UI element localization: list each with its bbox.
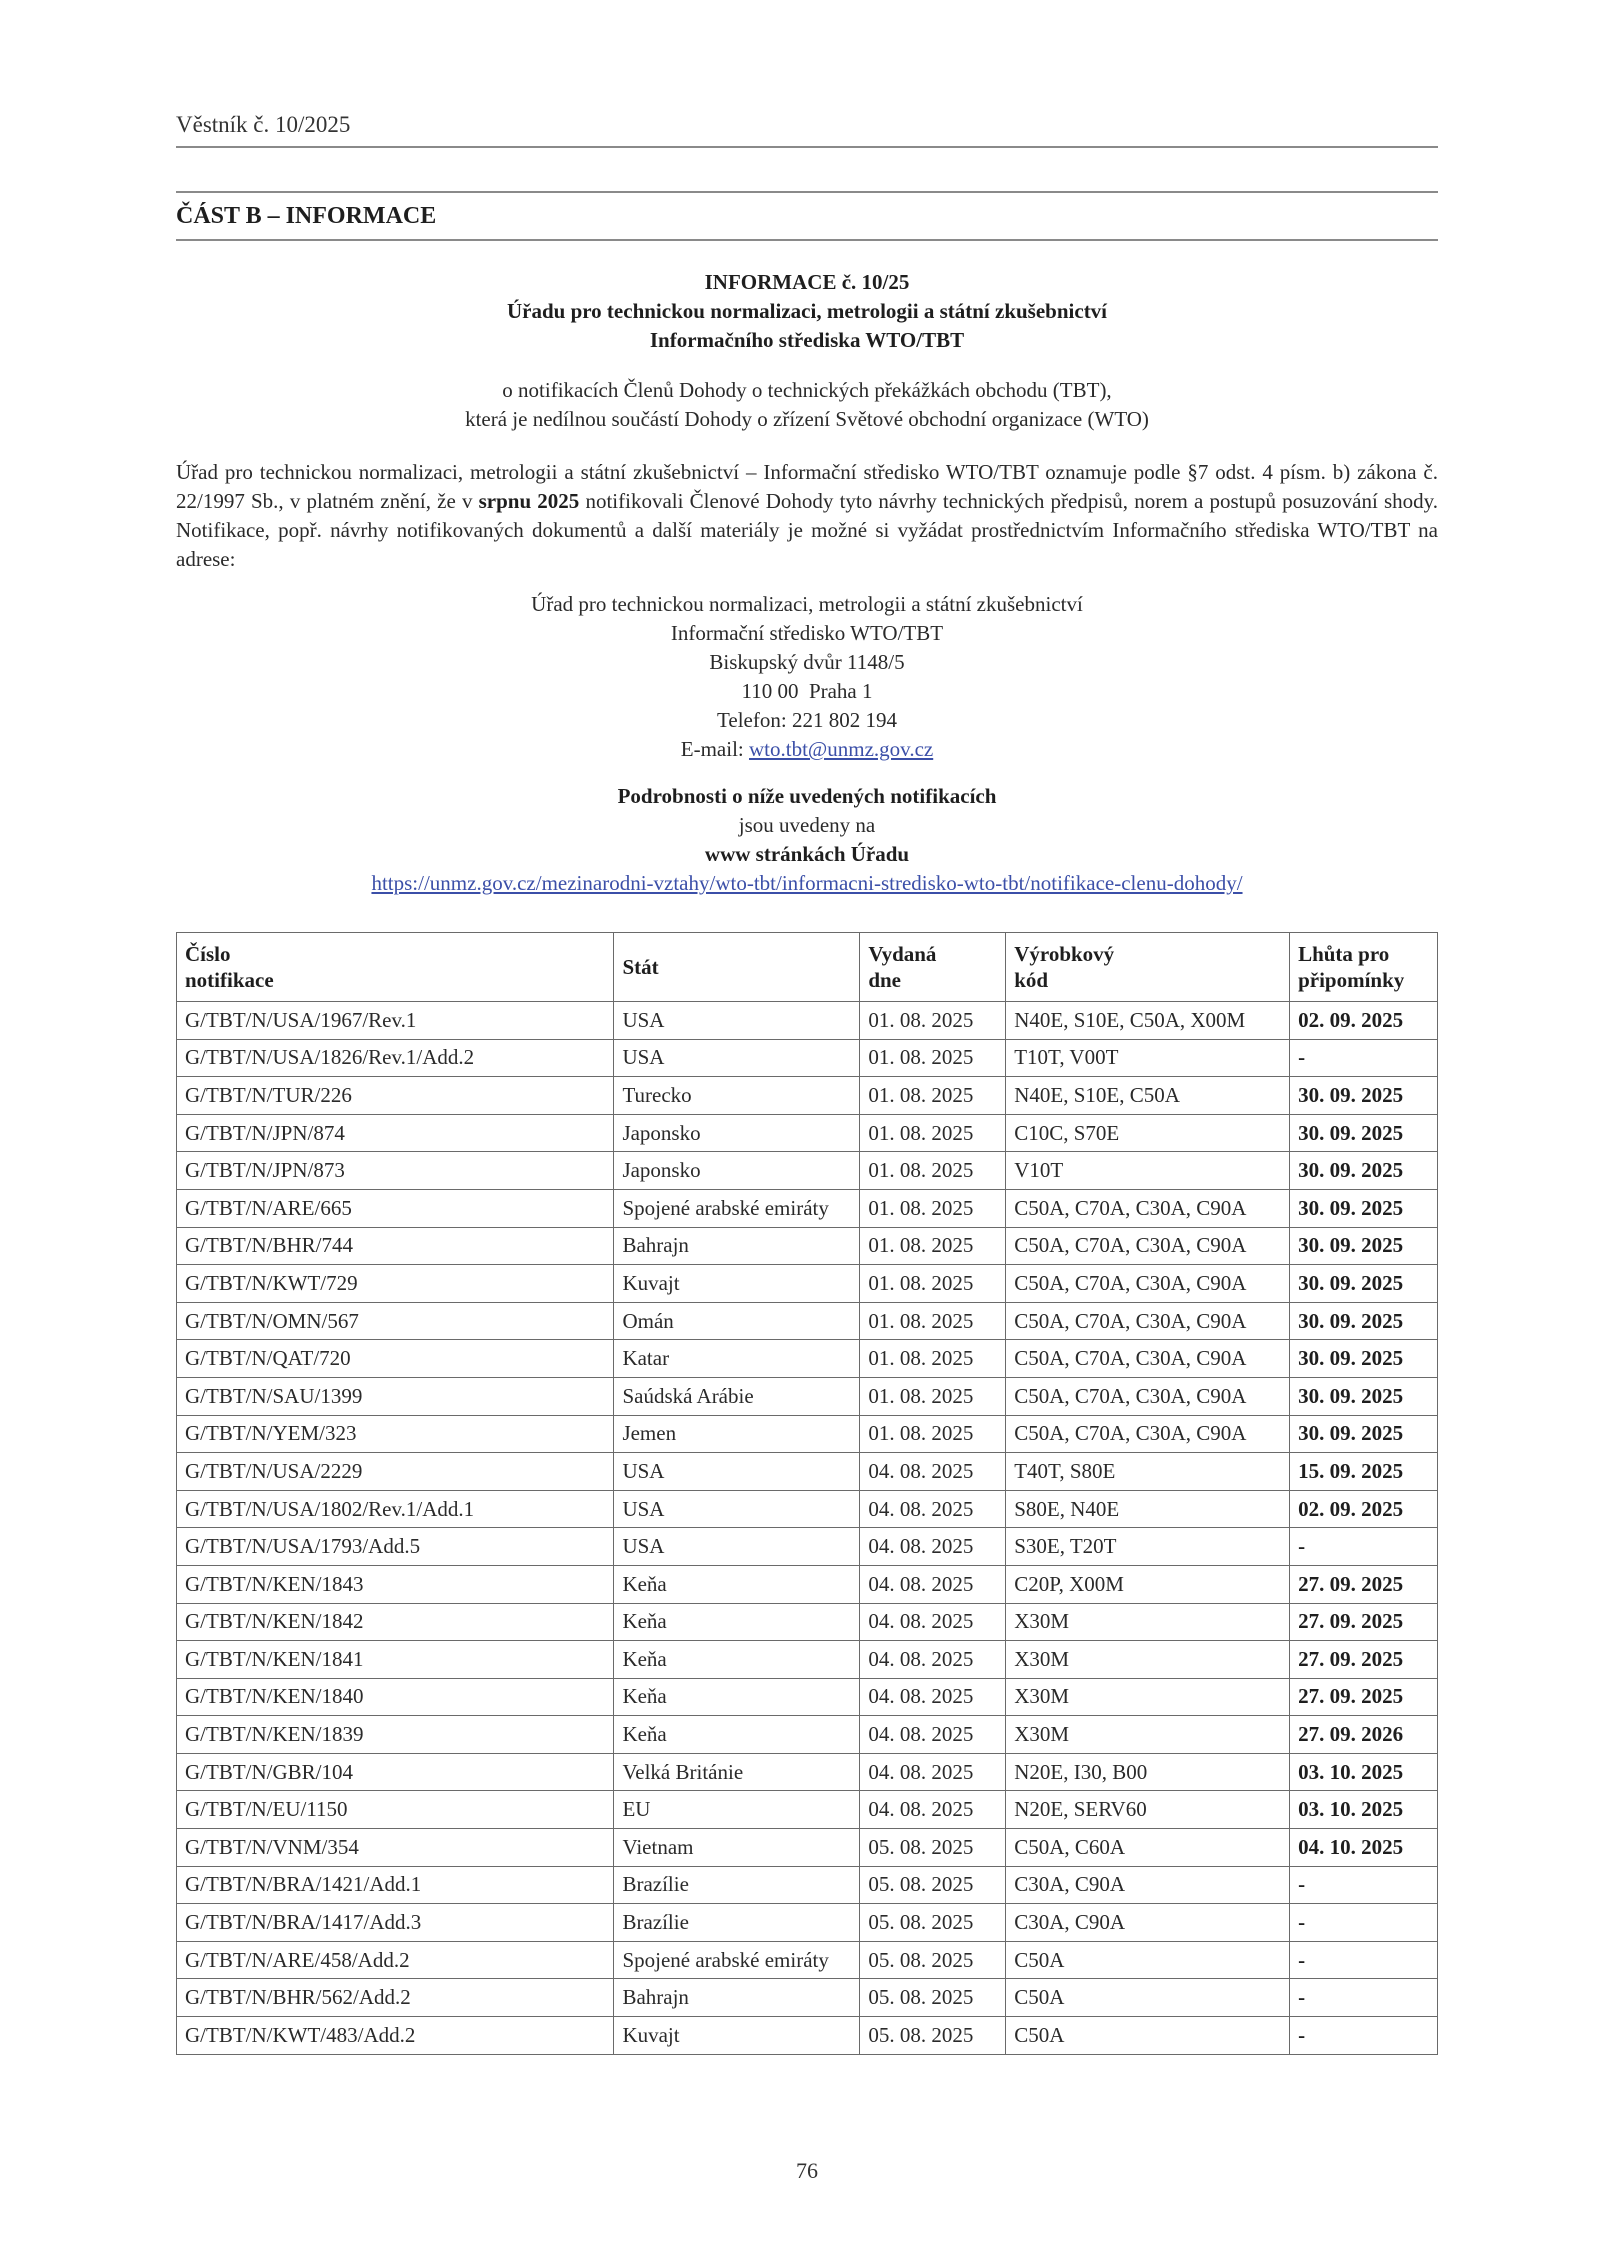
header-comment-deadline: Lhůta pro připomínky [1290, 933, 1438, 1002]
cell-comment-deadline: - [1290, 1528, 1438, 1566]
cell-country: Spojené arabské emiráty [614, 1941, 860, 1979]
table-row [177, 1377, 1438, 1415]
table-row [177, 1152, 1438, 1190]
cell-country: Japonsko [614, 1152, 860, 1190]
cell-notification-number: G/TBT/N/BRA/1421/Add.1 [177, 1866, 614, 1904]
cell-issued-date: 04. 08. 2025 [860, 1678, 1006, 1716]
cell-comment-deadline: 30. 09. 2025 [1290, 1265, 1438, 1303]
cell-notification-number: G/TBT/N/QAT/720 [177, 1340, 614, 1378]
address-email-row [176, 735, 1438, 764]
cell-notification-number: G/TBT/N/KEN/1841 [177, 1641, 614, 1679]
cell-issued-date: 04. 08. 2025 [860, 1453, 1006, 1491]
cell-issued-date: 01. 08. 2025 [860, 1077, 1006, 1115]
cell-issued-date: 04. 08. 2025 [860, 1603, 1006, 1641]
table-row [177, 2017, 1438, 2055]
cell-comment-deadline: 30. 09. 2025 [1290, 1077, 1438, 1115]
cell-comment-deadline: - [1290, 2017, 1438, 2055]
table-row [177, 1265, 1438, 1303]
cell-comment-deadline: 30. 09. 2025 [1290, 1415, 1438, 1453]
cell-country: Keňa [614, 1565, 860, 1603]
details-line-2: jsou uvedeny na [738, 813, 876, 837]
cell-country: Brazílie [614, 1866, 860, 1904]
address-block [176, 590, 1438, 764]
cell-comment-deadline: 30. 09. 2025 [1290, 1302, 1438, 1340]
cell-comment-deadline: 02. 09. 2025 [1290, 1490, 1438, 1528]
cell-comment-deadline: 27. 09. 2025 [1290, 1603, 1438, 1641]
table-row [177, 1490, 1438, 1528]
cell-notification-number: G/TBT/N/BHR/744 [177, 1227, 614, 1265]
cell-comment-deadline: - [1290, 1039, 1438, 1077]
address-line-4: 110 00 Praha 1 [741, 679, 873, 703]
intro-text-1: Úřad pro technickou normalizaci, metrologii a státní zkušebnictví – Informační středisko WTO/TBT oznamuje podle §7 odst. 4 písm. b) zákona č. 22/1997 Sb., v platném znění, že v [176, 460, 1438, 513]
details-line-3: www stránkách Úřadu [704, 842, 910, 866]
cell-issued-date: 01. 08. 2025 [860, 1340, 1006, 1378]
details-block [176, 782, 1438, 898]
header-country: Stát [614, 933, 860, 1002]
cell-issued-date: 01. 08. 2025 [860, 1114, 1006, 1152]
cell-notification-number: G/TBT/N/EU/1150 [177, 1791, 614, 1829]
cell-country: Japonsko [614, 1114, 860, 1152]
cell-product-code: S80E, N40E [1006, 1490, 1290, 1528]
section-divider-top [176, 191, 1438, 193]
cell-country: Spojené arabské emiráty [614, 1189, 860, 1227]
cell-product-code: C20P, X00M [1006, 1565, 1290, 1603]
table-row [177, 1002, 1438, 1040]
cell-product-code: N20E, I30, B00 [1006, 1753, 1290, 1791]
cell-comment-deadline: - [1290, 1941, 1438, 1979]
notifications-table [176, 932, 1438, 2055]
cell-notification-number: G/TBT/N/SAU/1399 [177, 1377, 614, 1415]
subheading-line-1: o notifikacích Členů Dohody o technických překážkách obchodu (TBT), [502, 378, 1112, 402]
cell-notification-number: G/TBT/N/KWT/483/Add.2 [177, 2017, 614, 2055]
cell-country: Vietnam [614, 1829, 860, 1867]
cell-country: Brazílie [614, 1904, 860, 1942]
table-row [177, 1904, 1438, 1942]
table-row [177, 1415, 1438, 1453]
cell-comment-deadline: 04. 10. 2025 [1290, 1829, 1438, 1867]
cell-country: Omán [614, 1302, 860, 1340]
cell-comment-deadline: 27. 09. 2025 [1290, 1565, 1438, 1603]
table-row [177, 1077, 1438, 1115]
cell-product-code: N40E, S10E, C50A [1006, 1077, 1290, 1115]
cell-product-code: C50A, C70A, C30A, C90A [1006, 1265, 1290, 1303]
cell-country: USA [614, 1453, 860, 1491]
cell-product-code: C50A, C70A, C30A, C90A [1006, 1340, 1290, 1378]
table-row [177, 1565, 1438, 1603]
cell-issued-date: 01. 08. 2025 [860, 1377, 1006, 1415]
table-row [177, 1641, 1438, 1679]
cell-country: USA [614, 1528, 860, 1566]
cell-comment-deadline: 27. 09. 2026 [1290, 1716, 1438, 1754]
address-phone: Telefon: 221 802 194 [717, 708, 897, 732]
cell-notification-number: G/TBT/N/KEN/1843 [177, 1565, 614, 1603]
cell-comment-deadline: 30. 09. 2025 [1290, 1377, 1438, 1415]
cell-country: Kuvajt [614, 2017, 860, 2055]
heading-line-2: Úřadu pro technickou normalizaci, metrologii a státní zkušebnictví [506, 299, 1108, 323]
cell-issued-date: 04. 08. 2025 [860, 1565, 1006, 1603]
table-row [177, 1114, 1438, 1152]
table-row [177, 1678, 1438, 1716]
cell-notification-number: G/TBT/N/YEM/323 [177, 1415, 614, 1453]
cell-product-code: C50A [1006, 2017, 1290, 2055]
cell-product-code: C50A [1006, 1941, 1290, 1979]
cell-issued-date: 04. 08. 2025 [860, 1753, 1006, 1791]
document-subheading [176, 376, 1438, 434]
header-issued-date: Vydaná dne [860, 933, 1006, 1002]
cell-notification-number: G/TBT/N/USA/1967/Rev.1 [177, 1002, 614, 1040]
cell-country: Keňa [614, 1603, 860, 1641]
email-label: E-mail: [680, 737, 750, 761]
table-row [177, 1340, 1438, 1378]
address-line-3: Biskupský dvůr 1148/5 [709, 650, 905, 674]
cell-issued-date: 01. 08. 2025 [860, 1302, 1006, 1340]
cell-product-code: X30M [1006, 1641, 1290, 1679]
cell-notification-number: G/TBT/N/ARE/458/Add.2 [177, 1941, 614, 1979]
page-number: 76 [796, 2158, 818, 2183]
cell-product-code: N40E, S10E, C50A, X00M [1006, 1002, 1290, 1040]
cell-country: EU [614, 1791, 860, 1829]
cell-comment-deadline: 02. 09. 2025 [1290, 1002, 1438, 1040]
cell-issued-date: 04. 08. 2025 [860, 1641, 1006, 1679]
table-row [177, 1227, 1438, 1265]
cell-comment-deadline: 03. 10. 2025 [1290, 1753, 1438, 1791]
cell-comment-deadline: 03. 10. 2025 [1290, 1791, 1438, 1829]
cell-country: Bahrajn [614, 1227, 860, 1265]
cell-country: Jemen [614, 1415, 860, 1453]
details-url-link[interactable]: https://unmz.gov.cz/mezinarodni-vztahy/wto-tbt/informacni-stredisko-wto-tbt/notifikace-clenu-dohody/ [371, 871, 1243, 895]
header-product-code: Výrobkový kód [1006, 933, 1290, 1002]
cell-country: Turecko [614, 1077, 860, 1115]
cell-issued-date: 04. 08. 2025 [860, 1716, 1006, 1754]
cell-country: Keňa [614, 1678, 860, 1716]
cell-comment-deadline: 30. 09. 2025 [1290, 1189, 1438, 1227]
cell-issued-date: 04. 08. 2025 [860, 1490, 1006, 1528]
cell-product-code: C30A, C90A [1006, 1904, 1290, 1942]
cell-comment-deadline: - [1290, 1979, 1438, 2017]
table-row [177, 1453, 1438, 1491]
cell-notification-number: G/TBT/N/BHR/562/Add.2 [177, 1979, 614, 2017]
table-row [177, 1716, 1438, 1754]
table-row [177, 1941, 1438, 1979]
table-body [177, 1002, 1438, 2055]
cell-issued-date: 01. 08. 2025 [860, 1002, 1006, 1040]
cell-issued-date: 01. 08. 2025 [860, 1415, 1006, 1453]
address-line-2: Informační středisko WTO/TBT [670, 621, 944, 645]
cell-notification-number: G/TBT/N/BRA/1417/Add.3 [177, 1904, 614, 1942]
cell-product-code: V10T [1006, 1152, 1290, 1190]
email-link[interactable]: wto.tbt@unmz.gov.cz [749, 737, 934, 761]
cell-country: Keňa [614, 1641, 860, 1679]
cell-issued-date: 05. 08. 2025 [860, 1829, 1006, 1867]
cell-notification-number: G/TBT/N/USA/1793/Add.5 [177, 1528, 614, 1566]
table-row [177, 1302, 1438, 1340]
cell-comment-deadline: - [1290, 1904, 1438, 1942]
cell-product-code: C50A, C70A, C30A, C90A [1006, 1415, 1290, 1453]
cell-issued-date: 01. 08. 2025 [860, 1039, 1006, 1077]
cell-notification-number: G/TBT/N/KEN/1840 [177, 1678, 614, 1716]
cell-comment-deadline: 30. 09. 2025 [1290, 1227, 1438, 1265]
address-line-1: Úřad pro technickou normalizaci, metrologii a státní zkušebnictví [531, 592, 1083, 616]
cell-notification-number: G/TBT/N/TUR/226 [177, 1077, 614, 1115]
table-row [177, 1753, 1438, 1791]
cell-comment-deadline: - [1290, 1866, 1438, 1904]
cell-country: Kuvajt [614, 1265, 860, 1303]
cell-country: Keňa [614, 1716, 860, 1754]
cell-product-code: X30M [1006, 1678, 1290, 1716]
cell-comment-deadline: 27. 09. 2025 [1290, 1641, 1438, 1679]
cell-country: Katar [614, 1340, 860, 1378]
cell-product-code: C50A [1006, 1979, 1290, 2017]
section-title: ČÁST B – INFORMACE [176, 203, 437, 229]
cell-product-code: X30M [1006, 1716, 1290, 1754]
heading-line-1: INFORMACE č. 10/25 [704, 270, 910, 294]
cell-comment-deadline: 15. 09. 2025 [1290, 1453, 1438, 1491]
intro-bold-month: srpnu 2025 [478, 489, 580, 513]
cell-product-code: C50A, C70A, C30A, C90A [1006, 1302, 1290, 1340]
cell-notification-number: G/TBT/N/KEN/1839 [177, 1716, 614, 1754]
cell-country: Velká Británie [614, 1753, 860, 1791]
cell-country: USA [614, 1039, 860, 1077]
cell-comment-deadline: 30. 09. 2025 [1290, 1340, 1438, 1378]
cell-product-code: C50A, C60A [1006, 1829, 1290, 1867]
table-row [177, 1829, 1438, 1867]
intro-text-2: notifikovali Členové Dohody tyto návrhy technických předpisů, norem a postupů posuzování shody. Notifikace, popř. návrhy notifikovaných dokumentů a další materiály je možné si vyžádat prostřednictvím Informačního střediska WTO/TBT na adrese: [176, 489, 1439, 571]
cell-notification-number: G/TBT/N/VNM/354 [177, 1829, 614, 1867]
running-head: Věstník č. 10/2025 [176, 112, 351, 137]
cell-product-code: S30E, T20T [1006, 1528, 1290, 1566]
cell-issued-date: 05. 08. 2025 [860, 1866, 1006, 1904]
cell-notification-number: G/TBT/N/OMN/567 [177, 1302, 614, 1340]
cell-issued-date: 05. 08. 2025 [860, 1979, 1006, 2017]
cell-country: USA [614, 1002, 860, 1040]
subheading-line-2: která je nedílnou součástí Dohody o zřízení Světové obchodní organizace (WTO) [465, 407, 1149, 431]
cell-notification-number: G/TBT/N/KEN/1842 [177, 1603, 614, 1641]
cell-notification-number: G/TBT/N/JPN/873 [177, 1152, 614, 1190]
cell-comment-deadline: 30. 09. 2025 [1290, 1152, 1438, 1190]
cell-country: Saúdská Arábie [614, 1377, 860, 1415]
cell-notification-number: G/TBT/N/KWT/729 [177, 1265, 614, 1303]
cell-product-code: X30M [1006, 1603, 1290, 1641]
cell-product-code: N20E, SERV60 [1006, 1791, 1290, 1829]
cell-notification-number: G/TBT/N/ARE/665 [177, 1189, 614, 1227]
cell-comment-deadline: 30. 09. 2025 [1290, 1114, 1438, 1152]
table-row [177, 1189, 1438, 1227]
cell-product-code: C10C, S70E [1006, 1114, 1290, 1152]
cell-notification-number: G/TBT/N/GBR/104 [177, 1753, 614, 1791]
cell-issued-date: 01. 08. 2025 [860, 1189, 1006, 1227]
table-row [177, 1603, 1438, 1641]
cell-product-code: C50A, C70A, C30A, C90A [1006, 1189, 1290, 1227]
cell-issued-date: 04. 08. 2025 [860, 1791, 1006, 1829]
cell-comment-deadline: 27. 09. 2025 [1290, 1678, 1438, 1716]
cell-product-code: T40T, S80E [1006, 1453, 1290, 1491]
header-divider [176, 146, 1438, 148]
table-row [177, 1866, 1438, 1904]
table-row [177, 1791, 1438, 1829]
cell-issued-date: 05. 08. 2025 [860, 1941, 1006, 1979]
table-row [177, 1039, 1438, 1077]
cell-product-code: C50A, C70A, C30A, C90A [1006, 1377, 1290, 1415]
document-heading [176, 268, 1438, 355]
heading-line-3: Informačního střediska WTO/TBT [649, 328, 965, 352]
section-divider-bottom [176, 239, 1438, 241]
cell-issued-date: 04. 08. 2025 [860, 1528, 1006, 1566]
table-header-row [177, 933, 1438, 1002]
cell-issued-date: 01. 08. 2025 [860, 1265, 1006, 1303]
cell-country: Bahrajn [614, 1979, 860, 2017]
intro-paragraph [176, 458, 1438, 574]
cell-issued-date: 05. 08. 2025 [860, 2017, 1006, 2055]
cell-product-code: C30A, C90A [1006, 1866, 1290, 1904]
cell-notification-number: G/TBT/N/USA/1802/Rev.1/Add.1 [177, 1490, 614, 1528]
header-notification-number: Číslo notifikace [177, 933, 614, 1002]
cell-notification-number: G/TBT/N/USA/2229 [177, 1453, 614, 1491]
details-line-1: Podrobnosti o níže uvedených notifikacích [617, 784, 997, 808]
cell-issued-date: 01. 08. 2025 [860, 1227, 1006, 1265]
cell-issued-date: 05. 08. 2025 [860, 1904, 1006, 1942]
cell-notification-number: G/TBT/N/JPN/874 [177, 1114, 614, 1152]
table-row [177, 1979, 1438, 2017]
cell-country: USA [614, 1490, 860, 1528]
cell-issued-date: 01. 08. 2025 [860, 1152, 1006, 1190]
cell-notification-number: G/TBT/N/USA/1826/Rev.1/Add.2 [177, 1039, 614, 1077]
table-row [177, 1528, 1438, 1566]
cell-product-code: T10T, V00T [1006, 1039, 1290, 1077]
cell-product-code: C50A, C70A, C30A, C90A [1006, 1227, 1290, 1265]
